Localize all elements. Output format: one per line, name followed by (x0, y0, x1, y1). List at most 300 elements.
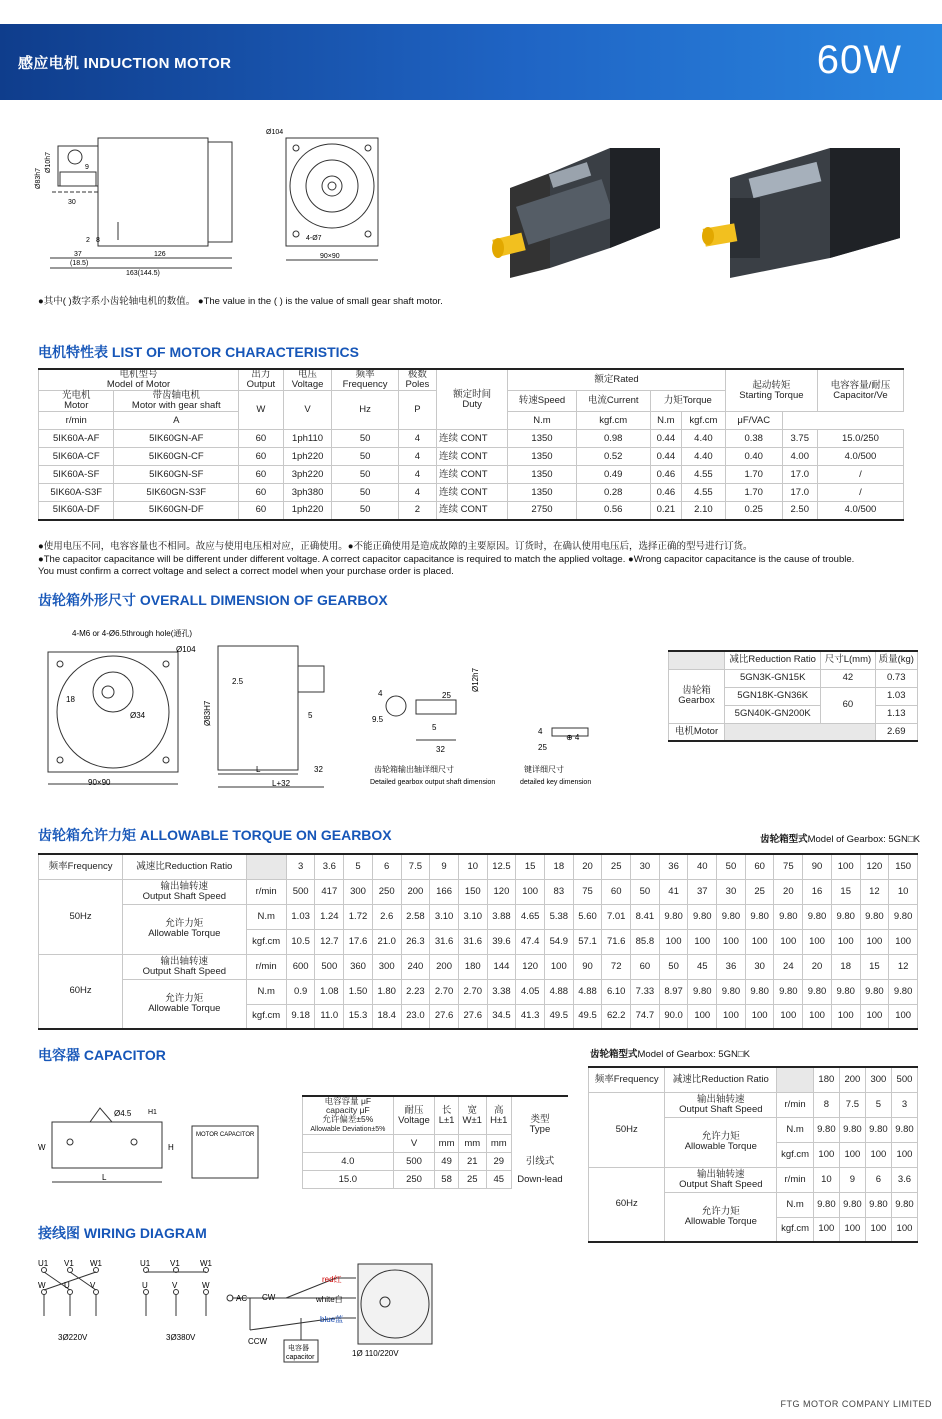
torque-kgf-cell: 100 (860, 929, 889, 954)
speed-cell: 417 (315, 879, 344, 904)
speed-cell: 200 (430, 954, 459, 979)
torque-kgf-cell: 100 (860, 1004, 889, 1029)
wire-blue: blue蓝 (320, 1315, 344, 1324)
torque-kgf-cell: 100 (745, 929, 774, 954)
torque-title: 齿轮箱允许力矩 ALLOWABLE TORQUE ON GEARBOX (38, 827, 392, 843)
cap-H: H (168, 1143, 174, 1152)
torque-nm-cell: 3.88 (487, 904, 516, 929)
label-capacitor-cn: 电容器 (288, 1345, 309, 1352)
label-capacitor-en: capacitor (286, 1354, 315, 1361)
ratio-cell: 500 (891, 1067, 917, 1092)
cap-type-cell: 引线式 (525, 1155, 555, 1167)
unit-hz: Hz (332, 391, 398, 430)
torque-kgf-cell: 100 (839, 1142, 865, 1167)
cell: 4.0/500 (817, 448, 903, 466)
th-cap-width: 宽 W±1 (458, 1096, 486, 1135)
cell: 3.75 (782, 430, 817, 448)
unit-nm: N.m (508, 412, 576, 430)
torque-kgf-cell: 11.0 (315, 1004, 344, 1029)
cell: 连续 CONT (437, 502, 508, 520)
torque-kgf-cell: 100 (813, 1217, 839, 1242)
cell: 1350 (508, 448, 576, 466)
speed-cell: 24 (774, 954, 803, 979)
cell: 0.44 (650, 448, 681, 466)
label-cw: CW (262, 1293, 276, 1302)
speed-cell: 75 (573, 879, 602, 904)
term-w1-b: W1 (200, 1259, 212, 1268)
torque-row (39, 879, 918, 904)
cell: 1350 (508, 430, 576, 448)
unit-rmin: r/min (39, 412, 114, 430)
cell: / (817, 466, 903, 484)
ratio-cell: 90 (803, 854, 832, 879)
torque-nm-cell: 0.9 (286, 979, 315, 1004)
cell: 60 (239, 448, 284, 466)
th-capacitor: 电容容量/耐压 Capacitor/Ve (817, 369, 903, 412)
dim-163: 163(144.5) (126, 270, 160, 277)
cell: 5IK60A-S3F (39, 484, 114, 502)
motor-row (39, 466, 904, 484)
label-k4: 4 (378, 689, 383, 698)
torque-nm-cell: 3.10 (458, 904, 487, 929)
ratio-cell: 5GN18K-GN36K (725, 687, 821, 705)
speed-cell: 144 (487, 954, 516, 979)
ratio-cell: 7.5 (401, 854, 430, 879)
torque-label: 允许力矩 Allowable Torque (665, 1192, 777, 1242)
dim-90x90: 90×90 (320, 253, 340, 260)
speed-cell: 12 (889, 954, 918, 979)
speed-cell: 120 (516, 954, 545, 979)
label-d83: Ø83H7 (203, 700, 212, 726)
torque-label: 允许力矩 Allowable Torque (665, 1117, 777, 1167)
torque-row (39, 979, 918, 1004)
torque-nm-cell: 9.80 (860, 979, 889, 1004)
speed-cell: 25 (745, 879, 774, 904)
mass-cell: 1.13 (875, 705, 918, 723)
label-90x90: 90×90 (88, 778, 111, 787)
label-L: L (256, 765, 261, 774)
unit-mm: mm (486, 1135, 511, 1153)
speed-cell: 600 (286, 954, 315, 979)
speed-cell: 50 (659, 954, 688, 979)
cell: 5IK60GN-AF (114, 430, 239, 448)
th-rated: 额定Rated (508, 369, 726, 391)
cap-cell: 49 (435, 1153, 459, 1171)
th-blank (669, 651, 725, 669)
speed-label: 输出轴转速 Output Shaft Speed (665, 1092, 777, 1117)
torque-nm-cell: 9.80 (839, 1192, 865, 1217)
cell: 1350 (508, 466, 576, 484)
torque-nm-cell: 8.97 (659, 979, 688, 1004)
cell: 连续 CONT (437, 466, 508, 484)
label-1ph: 1Ø 110/220V (352, 1349, 399, 1358)
speed-cell: 240 (401, 954, 430, 979)
unit-nm: N.m (777, 1192, 814, 1217)
torque-kgf-cell: 49.5 (544, 1004, 573, 1029)
cap-H1: H1 (148, 1109, 157, 1116)
torque-header-row (39, 854, 918, 879)
capacitor-note-cn: ●使用电压不同，电容容量也不相同。故应与使用电压相对应，正确使用。●不能正确使用是造成故障的主要原因。订货时，在确认使用电压后，选择正确的型号进行订货。 (38, 541, 753, 552)
motor-dimension-drawing (30, 122, 390, 282)
cell: 50 (332, 484, 398, 502)
speed-cell: 10 (813, 1167, 839, 1192)
torque-kgf-cell: 100 (813, 1142, 839, 1167)
torque-nm-cell: 9.80 (891, 1117, 917, 1142)
characteristics-title: 电机特性表 LIST OF MOTOR CHARACTERISTICS (38, 344, 359, 360)
cap-d4-5: Ø4.5 (114, 1109, 132, 1118)
cap-type-cell: Down-lead (517, 1173, 563, 1185)
ratio-cell: 18 (544, 854, 573, 879)
term-u: U (64, 1281, 70, 1290)
torque-nm-cell: 2.6 (372, 904, 401, 929)
cap-W: W (38, 1143, 46, 1152)
dim-4-d7: 4-Ø7 (306, 235, 322, 242)
size-cell: 42 (821, 669, 875, 687)
th-cap-length: 长 L±1 (435, 1096, 459, 1135)
unit-p: P (398, 391, 436, 430)
th-gear-motor: 带齿轴电机 Motor with gear shaft (114, 391, 239, 412)
cell: 5IK60GN-S3F (114, 484, 239, 502)
capacitor-title: 电容器 CAPACITOR (38, 1047, 166, 1063)
speed-cell: 10 (889, 879, 918, 904)
torque-nm-cell: 2.70 (458, 979, 487, 1004)
speed-cell: 16 (803, 879, 832, 904)
torque-nm-cell: 3.10 (430, 904, 459, 929)
torque-kgf-cell: 100 (831, 1004, 860, 1029)
unit-rmin: r/min (246, 954, 286, 979)
torque-nm-cell: 9.80 (717, 979, 746, 1004)
dim-37: 37 (74, 251, 82, 258)
cell: 0.46 (650, 466, 681, 484)
ratio-cell: 5GN40K-GN200K (725, 705, 821, 723)
unit-kgf: kgf.cm (777, 1217, 814, 1242)
cell: 5IK60GN-SF (114, 466, 239, 484)
cap-cell: 25 (458, 1171, 486, 1189)
ratio-cell: 12.5 (487, 854, 516, 879)
th-poles: 极数 Poles (398, 369, 436, 391)
unit-mm: mm (435, 1135, 459, 1153)
ratio-cell: 5 (344, 854, 373, 879)
dim-2: 2 (86, 237, 90, 244)
dim-d104: Ø104 (266, 129, 284, 136)
torque-nm-cell: 8.41 (631, 904, 660, 929)
ratio-cell: 30 (631, 854, 660, 879)
th-voltage: 电压 Voltage (283, 369, 332, 391)
speed-label: 输出轴转速 Output Shaft Speed (665, 1167, 777, 1192)
torque-nm-cell: 2.58 (401, 904, 430, 929)
speed-cell: 36 (717, 954, 746, 979)
cap-cell: 4.0 (303, 1153, 394, 1171)
speed-cell: 30 (745, 954, 774, 979)
torque-nm-cell: 1.03 (286, 904, 315, 929)
ratio-cell: 120 (860, 854, 889, 879)
mass-cell: 0.73 (875, 669, 918, 687)
torque-header-row (589, 1067, 918, 1092)
label-holes: 4-M6 or 4-Ø6.5through hole(通孔) (72, 629, 193, 638)
unit-rmin: r/min (777, 1092, 814, 1117)
torque-nm-cell: 9.80 (891, 1192, 917, 1217)
cap-L: L (102, 1173, 107, 1182)
ratio-cell: 10 (458, 854, 487, 879)
th-speed: 转速Speed (508, 391, 576, 412)
speed-cell: 30 (717, 879, 746, 904)
speed-cell: 90 (573, 954, 602, 979)
torque-kgf-cell: 100 (889, 929, 918, 954)
torque-nm-cell: 9.80 (860, 904, 889, 929)
torque-nm-cell: 9.80 (659, 904, 688, 929)
torque-nm-cell: 4.65 (516, 904, 545, 929)
cell: 5IK60A-SF (39, 466, 114, 484)
speed-cell: 200 (401, 879, 430, 904)
torque-kgf-cell: 100 (774, 1004, 803, 1029)
torque-kgf-cell: 100 (717, 929, 746, 954)
cell: 2750 (508, 502, 576, 520)
th-frequency: 频率Frequency (589, 1067, 665, 1092)
unit-nm: N.m (246, 979, 286, 1004)
torque-kgf-cell: 100 (803, 929, 832, 954)
torque-kgf-cell: 27.6 (430, 1004, 459, 1029)
label-d104: Ø104 (176, 645, 196, 654)
speed-cell: 20 (803, 954, 832, 979)
torque-kgf-cell: 100 (688, 929, 717, 954)
dim-126: 126 (154, 251, 166, 258)
cell: 4 (398, 484, 436, 502)
th-motor: 电机Motor (669, 723, 725, 741)
speed-cell: 6 (865, 1167, 891, 1192)
cell: 3ph220 (283, 466, 332, 484)
label-ac: AC (236, 1294, 248, 1303)
dim-d83h7: Ø83h7 (35, 167, 42, 189)
torque-kgf-cell: 100 (839, 1217, 865, 1242)
speed-cell: 100 (516, 879, 545, 904)
label-k32: 32 (436, 745, 445, 754)
cap-cell: 15.0 (303, 1171, 394, 1189)
th-ratio: 减速比Reduction Ratio (665, 1067, 777, 1092)
cell: 0.44 (650, 430, 681, 448)
speed-cell: 166 (430, 879, 459, 904)
cell: 60 (239, 430, 284, 448)
torque-row (589, 1092, 918, 1117)
label-3ph-380: 3Ø380V (166, 1333, 196, 1342)
label-key-sym: ⊕ 4 (566, 733, 580, 742)
torque-nm-cell: 9.80 (831, 904, 860, 929)
cell: 0.28 (576, 484, 650, 502)
torque-nm-cell: 9.80 (774, 904, 803, 929)
shaft-detail-cn: 齿轮箱输出轴详细尺寸 (374, 765, 454, 774)
th-model: 电机型号 Model of Motor (39, 369, 239, 391)
torque-kgf-cell: 54.9 (544, 929, 573, 954)
torque-kgf-cell: 100 (865, 1142, 891, 1167)
freq-cell: 50Hz (39, 879, 123, 954)
unit-w: W (239, 391, 284, 430)
speed-cell: 12 (860, 879, 889, 904)
cell: 4.55 (681, 484, 725, 502)
cell: 4.40 (681, 430, 725, 448)
torque-nm-cell: 9.80 (813, 1117, 839, 1142)
speed-cell: 120 (487, 879, 516, 904)
torque-nm-cell: 7.01 (602, 904, 631, 929)
torque-kgf-cell: 74.7 (631, 1004, 660, 1029)
cell: 1.70 (725, 466, 782, 484)
cell: 1350 (508, 484, 576, 502)
capacitor-note-en: ●The capacitor capacitance will be different under different voltage. A correct capacitor capacitance is required to match the applied voltage. ●Wrong capacitor capacitance is the cause of trouble. (38, 554, 855, 565)
torque-nm-cell: 9.80 (865, 1117, 891, 1142)
unit-nm: N.m (777, 1117, 814, 1142)
speed-cell: 8 (813, 1092, 839, 1117)
speed-cell: 50 (631, 879, 660, 904)
speed-cell: 20 (774, 879, 803, 904)
label-key-25: 25 (538, 743, 547, 752)
torque-kgf-cell: 9.18 (286, 1004, 315, 1029)
term-w: W (38, 1281, 46, 1290)
speed-cell: 180 (458, 954, 487, 979)
torque-nm-cell: 6.10 (602, 979, 631, 1004)
torque-nm-cell: 9.80 (745, 979, 774, 1004)
motor-row (39, 448, 904, 466)
wire-white: white白 (316, 1295, 343, 1304)
term-v1-b: V1 (170, 1259, 180, 1268)
unit-kgf: kgf.cm (576, 412, 650, 430)
speed-cell: 250 (372, 879, 401, 904)
torque-kgf-cell: 100 (891, 1217, 917, 1242)
shaft-note: ●其中( )数字系小齿轮轴电机的数值。 ●The value in the ( ) is the value of small gear shaft motor. (38, 296, 443, 307)
torque-nm-cell: 4.88 (573, 979, 602, 1004)
cell: 5IK60GN-DF (114, 502, 239, 520)
th-gearbox: 齿轮箱 Gearbox (669, 669, 725, 723)
th-reduction-ratio: 减比Reduction Ratio (725, 651, 821, 669)
cell: 2 (398, 502, 436, 520)
cell: 60 (239, 502, 284, 520)
dim-d10h7: Ø10h7 (45, 151, 52, 173)
gearbox-model-note-2: 齿轮箱型式Model of Gearbox: 5GN□K (590, 1049, 750, 1060)
ratio-cell: 300 (865, 1067, 891, 1092)
ratio-cell: 25 (602, 854, 631, 879)
torque-kgf-cell: 47.4 (516, 929, 545, 954)
speed-cell: 15 (860, 954, 889, 979)
speed-cell: 5 (865, 1092, 891, 1117)
freq-cell: 60Hz (39, 954, 123, 1029)
size-cell: 60 (821, 687, 875, 723)
th-capacity: 电容容量 μF capacity μF 允许偏差±5% Allowable Deviation±5% (303, 1096, 394, 1135)
ratio-cell: 36 (659, 854, 688, 879)
torque-kgf-cell: 12.7 (315, 929, 344, 954)
th-current: 电流Current (576, 391, 650, 412)
term-u1: U1 (38, 1259, 49, 1268)
torque-kgf-cell: 10.5 (286, 929, 315, 954)
torque-kgf-cell: 23.0 (401, 1004, 430, 1029)
speed-label: 输出轴转速 Output Shaft Speed (123, 954, 246, 979)
cap-label: MOTOR CAPACITOR (196, 1132, 255, 1138)
torque-kgf-cell: 100 (803, 1004, 832, 1029)
ratio-cell: 20 (573, 854, 602, 879)
ratio-cell: 180 (813, 1067, 839, 1092)
torque-nm-cell: 1.80 (372, 979, 401, 1004)
label-key-4: 4 (538, 727, 543, 736)
motor-blank (725, 723, 876, 741)
cell: / (817, 484, 903, 502)
torque-nm-cell: 9.80 (889, 979, 918, 1004)
label-d12h7: Ø12h7 (471, 667, 480, 692)
torque-row (39, 954, 918, 979)
torque-kgf-cell: 34.5 (487, 1004, 516, 1029)
torque-kgf-cell: 90.0 (659, 1004, 688, 1029)
cell: 2.50 (782, 502, 817, 520)
torque-row (39, 904, 918, 929)
torque-kgf-cell: 49.5 (573, 1004, 602, 1029)
term-u-b: U (142, 1281, 148, 1290)
torque-nm-cell: 7.33 (631, 979, 660, 1004)
cell: 0.52 (576, 448, 650, 466)
cell: 5IK60A-AF (39, 430, 114, 448)
torque-nm-cell: 9.80 (813, 1192, 839, 1217)
ratio-cell: 15 (516, 854, 545, 879)
speed-cell: 150 (458, 879, 487, 904)
speed-cell: 360 (344, 954, 373, 979)
torque-nm-cell: 9.80 (865, 1192, 891, 1217)
ratio-cell: 6 (372, 854, 401, 879)
speed-cell: 60 (631, 954, 660, 979)
torque-kgf-cell: 41.3 (516, 1004, 545, 1029)
freq-cell: 50Hz (589, 1092, 665, 1167)
torque-kgf-cell: 100 (688, 1004, 717, 1029)
label-ccw: CCW (248, 1337, 268, 1346)
unit-rmin: r/min (246, 879, 286, 904)
th-cap-type: 类型 Type (529, 1113, 551, 1135)
cell: 17.0 (782, 466, 817, 484)
torque-kgf-cell: 21.0 (372, 929, 401, 954)
cell: 50 (332, 448, 398, 466)
speed-cell: 72 (602, 954, 631, 979)
term-w1: W1 (90, 1259, 102, 1268)
torque-kgf-cell: 31.6 (430, 929, 459, 954)
term-v: V (90, 1281, 96, 1290)
cell: 50 (332, 430, 398, 448)
torque-kgf-cell: 26.3 (401, 929, 430, 954)
ratio-cell: 75 (774, 854, 803, 879)
wire-red: red红 (322, 1275, 342, 1284)
torque-nm-cell: 5.60 (573, 904, 602, 929)
gearbox-dimension-drawing (38, 622, 598, 798)
cell: 15.0/250 (817, 430, 903, 448)
cell: 2.10 (681, 502, 725, 520)
torque-nm-cell: 9.80 (774, 979, 803, 1004)
torque-nm-cell: 4.88 (544, 979, 573, 1004)
cell: 0.21 (650, 502, 681, 520)
cap-cell: 21 (458, 1153, 486, 1171)
ratio-cell: 100 (831, 854, 860, 879)
characteristics-rows (39, 430, 904, 520)
motor-photo-2 (700, 128, 920, 288)
speed-cell: 41 (659, 879, 688, 904)
torque-kgf-cell: 71.6 (602, 929, 631, 954)
cell: 0.25 (725, 502, 782, 520)
term-u1-b: U1 (140, 1259, 151, 1268)
th-size-l: 尺寸L(mm) (821, 651, 875, 669)
torque-table (38, 853, 918, 1030)
torque-nm-cell: 5.38 (544, 904, 573, 929)
torque-label: 允许力矩 Allowable Torque (123, 979, 246, 1029)
dim-18-5: (18.5) (70, 260, 89, 267)
wiring-diagram (36, 1256, 456, 1366)
torque-kgf-cell: 17.6 (344, 929, 373, 954)
torque-kgf-cell: 100 (774, 929, 803, 954)
torque-nm-cell: 9.80 (803, 979, 832, 1004)
cap-cell: 58 (435, 1171, 459, 1189)
torque-kgf-cell: 100 (865, 1217, 891, 1242)
capacitor-table (302, 1095, 568, 1189)
cell: 3ph380 (283, 484, 332, 502)
torque-kgf-cell: 100 (889, 1004, 918, 1029)
